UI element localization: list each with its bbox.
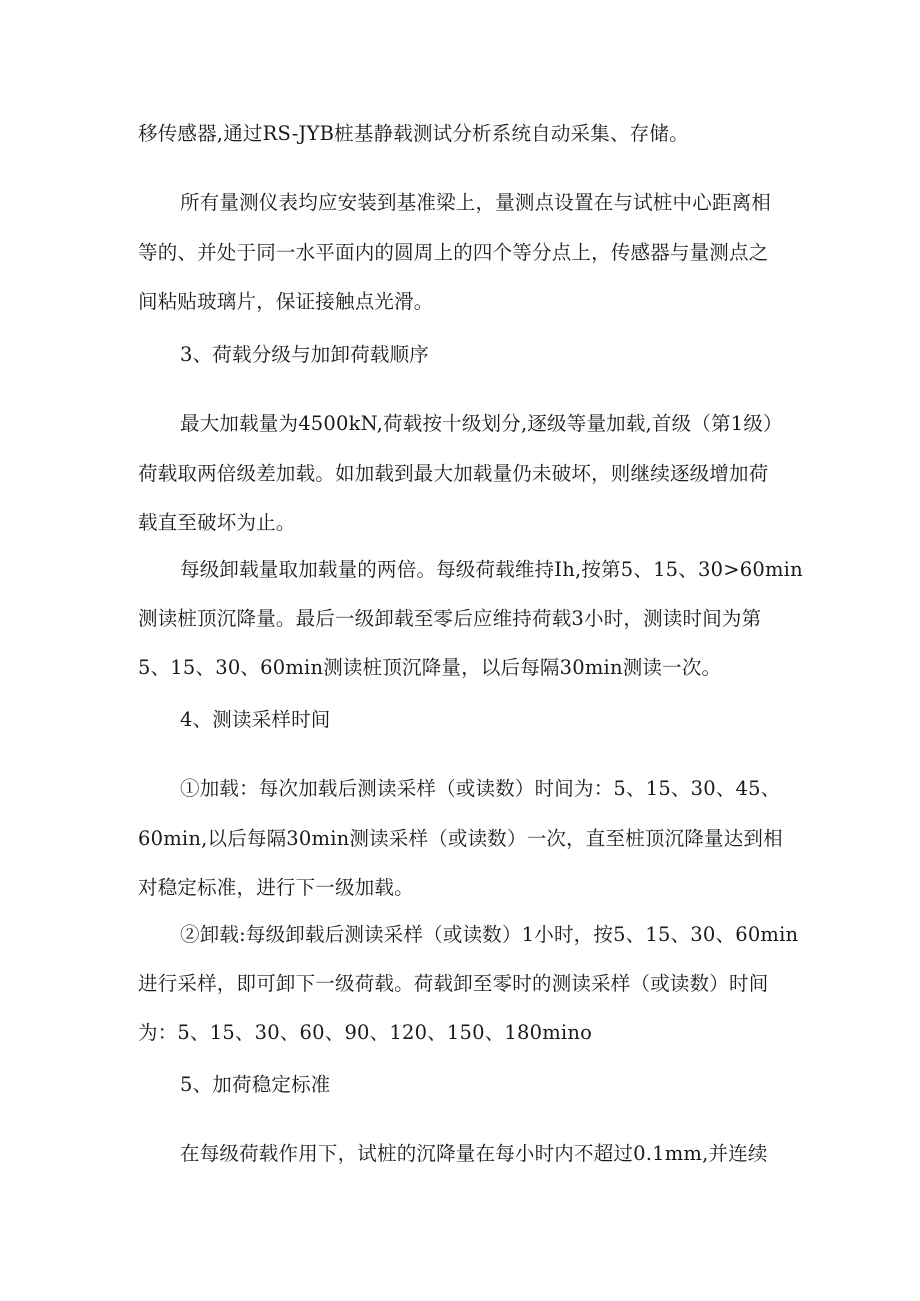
text-line: 60min,以后每隔30min测读采样（或读数）一次，直至桩顶沉降量达到相 bbox=[138, 827, 783, 850]
text-line: ①加载：每次加载后测读采样（或读数）时间为：5、15、30、45、 bbox=[180, 777, 781, 800]
text-line: 5、15、30、60min测读桩顶沉降量，以后每隔30min测读一次。 bbox=[138, 656, 722, 679]
section-heading: 4、测读采样时间 bbox=[180, 708, 331, 731]
text-line: 等的、并处于同一水平面内的圆周上的四个等分点上，传感器与量测点之 bbox=[138, 241, 769, 264]
text-line: 荷载取两倍级差加载。如加载到最大加载量仍未破坏，则继续逐级增加荷 bbox=[138, 462, 769, 485]
section-heading: 5、加荷稳定标准 bbox=[180, 1073, 331, 1096]
text-line: ②卸载:每级卸载后测读采样（或读数）1小时，按5、15、30、60min bbox=[180, 923, 799, 946]
text-line: 测读桩顶沉降量。最后一级卸载至零后应维持荷载3小时，测读时间为第 bbox=[138, 607, 762, 630]
text-line: 间粘贴玻璃片，保证接触点光滑。 bbox=[138, 290, 434, 313]
text-line: 为：5、15、30、60、90、120、150、180mino bbox=[138, 1021, 593, 1044]
text-line: 进行采样，即可卸下一级荷载。荷载卸至零时的测读采样（或读数）时间 bbox=[138, 972, 769, 995]
text-line: 载直至破坏为止。 bbox=[138, 511, 296, 534]
text-line: 每级卸载量取加载量的两倍。每级荷载维持Ih,按第5、15、30>60min bbox=[180, 558, 803, 581]
text-line: 对稳定标准，进行下一级加载。 bbox=[138, 876, 414, 899]
text-line: 在每级荷载作用下，试桩的沉降量在每小时内不超过0.1mm,并连续 bbox=[180, 1142, 768, 1165]
text-line: 最大加载量为4500kN,荷载按十级划分,逐级等量加载,首级（第1级） bbox=[180, 412, 783, 435]
section-heading: 3、荷载分级与加卸荷载顺序 bbox=[180, 343, 430, 366]
text-line: 移传感器,通过RS-JYB桩基静载测试分析系统自动采集、存储。 bbox=[138, 122, 689, 145]
text-line: 所有量测仪表均应安装到基准梁上，量测点设置在与试桩中心距离相 bbox=[180, 191, 772, 214]
